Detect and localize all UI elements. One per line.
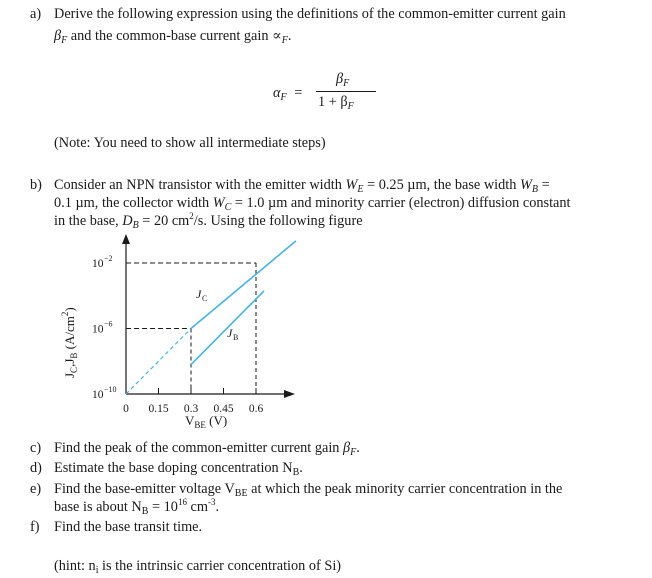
period: .	[287, 28, 292, 44]
part-a-line-2-text: and the common-base current gain ∝	[67, 28, 282, 44]
x-axis-label	[185, 413, 227, 429]
x-axis-label-v: V	[185, 413, 195, 428]
x-axis-label-sub: BE	[194, 420, 206, 430]
part-d-text-a: Estimate the base doping concentration N	[54, 460, 293, 476]
db-symbol: D	[122, 213, 133, 229]
y-axis-label-sup: 2	[60, 311, 70, 317]
part-e2-text-a: base is about N	[54, 499, 142, 515]
hint-text-a: (hint: n	[54, 558, 96, 574]
series-label-j-c: J	[196, 287, 202, 301]
y-tick-label: 10	[92, 389, 104, 401]
part-c-beta-sub: F	[350, 447, 357, 458]
part-e2-sup: 16	[177, 497, 187, 507]
cm-squared-sup: 2	[189, 211, 194, 221]
db-subscript: B	[132, 220, 139, 231]
y-tick-label: 10	[92, 323, 104, 336]
part-e-text-a: Find the base-emitter voltage V	[54, 481, 235, 497]
wc-symbol: W	[212, 195, 225, 211]
y-axis-label-mid: ,J	[62, 358, 77, 367]
formula-den-sub: F	[347, 101, 354, 112]
part-d-text-b: .	[299, 460, 303, 476]
wb-subscript: B	[531, 184, 539, 195]
alpha-subscript: F	[281, 35, 288, 46]
part-e2-sup2: -3	[207, 497, 216, 507]
part-e-label: e)	[30, 481, 42, 497]
x-tick-label: 0	[123, 403, 129, 415]
x-tick-label: 0.15	[148, 403, 169, 415]
x-axis-label-unit: (V)	[205, 413, 228, 428]
wb-symbol: W	[519, 177, 532, 193]
y-axis-label-end: )	[62, 307, 77, 312]
we-subscript: E	[357, 184, 364, 195]
formula-den-text: 1 + β	[318, 94, 348, 110]
y-tick-exponent: −2	[104, 254, 113, 263]
x-axis-arrow	[284, 390, 295, 398]
y-axis-arrow	[122, 234, 130, 244]
y-axis-label-sub-c: C	[69, 366, 79, 373]
we-symbol: W	[345, 177, 358, 193]
x-tick-label: 0.45	[213, 403, 234, 415]
y-tick-exponent: −6	[104, 319, 113, 329]
hint-text-b: is the intrinsic carrier concentration of Si)	[98, 558, 342, 574]
y-axis-label-sub-b: B	[69, 352, 79, 359]
part-e2-sub: B	[141, 506, 149, 517]
part-d-text	[54, 459, 303, 479]
x-tick-label: 0.6	[248, 403, 264, 415]
part-b-line-1-text: Consider an NPN transistor with the emitter width	[54, 177, 346, 193]
part-c-beta: β	[343, 440, 351, 456]
x-tick-label: 0.3	[183, 403, 199, 415]
part-c-text	[54, 439, 360, 459]
y-axis-label-j: J	[62, 372, 77, 378]
part-b-line-3-text: in the base,	[54, 213, 123, 229]
part-b-line-3-end: /s. Using the following figure	[193, 213, 363, 229]
series-label-sub: B	[233, 333, 239, 342]
part-b-label: b)	[30, 177, 42, 193]
part-e-line-2	[54, 498, 219, 518]
part-a-label: a)	[30, 6, 42, 22]
series-label-j-b: J	[227, 326, 233, 340]
part-e2-text-c: cm	[186, 499, 208, 515]
series-label-sub: C	[202, 294, 208, 303]
part-e2-text-d: .	[215, 499, 220, 515]
part-e-line-1	[54, 480, 562, 500]
y-axis-label	[62, 307, 78, 378]
y-tick-exponent: −10	[104, 385, 117, 394]
part-e2-text-b: = 10	[148, 499, 178, 515]
wc-subscript: C	[224, 202, 232, 213]
beta-subscript: F	[61, 35, 68, 46]
part-d-label: d)	[30, 460, 42, 476]
part-a-line-1: Derive the following expression using the definitions of the common-emitter current gain	[54, 6, 566, 22]
part-f-label: f)	[30, 519, 40, 535]
hint-sub: i	[95, 565, 99, 576]
part-e-text-b: at which the peak minority carrier concentration in the	[247, 481, 563, 497]
y-axis-label-unit: (A/cm	[62, 316, 77, 353]
part-c-text-a: Find the peak of the common-emitter current gain	[54, 440, 344, 456]
part-b-line-1-text-2: = 0.25 µm, the base width	[363, 177, 520, 193]
hint-text	[54, 557, 341, 577]
formula-num-sub: F	[343, 78, 350, 89]
part-f-text: Find the base transit time.	[54, 519, 203, 535]
part-b-line-2-text-2: = 1.0 µm and minority carrier (electron) diffusion constant	[231, 195, 571, 211]
part-e-sub: BE	[234, 488, 248, 499]
beta-symbol: β	[54, 28, 62, 44]
formula-alpha-sub: F	[280, 92, 287, 103]
part-b-line-1-end: =	[538, 177, 550, 193]
part-a-note: (Note: You need to show all intermediate steps)	[54, 135, 326, 151]
extrapolation-dashed-line	[126, 329, 191, 395]
part-b-line-2-text: 0.1 µm, the collector width	[54, 195, 213, 211]
series-line-j-c	[191, 241, 296, 329]
y-tick-label: 10	[92, 258, 104, 270]
formula-num-beta: β	[336, 71, 344, 87]
formula-alpha: α	[273, 85, 281, 101]
part-c-label: c)	[30, 440, 42, 456]
formula-equals: =	[294, 85, 303, 101]
part-b-line-3-text-2: = 20 cm	[138, 213, 190, 229]
part-d-sub: B	[292, 467, 300, 478]
part-c-text-b: .	[356, 440, 360, 456]
